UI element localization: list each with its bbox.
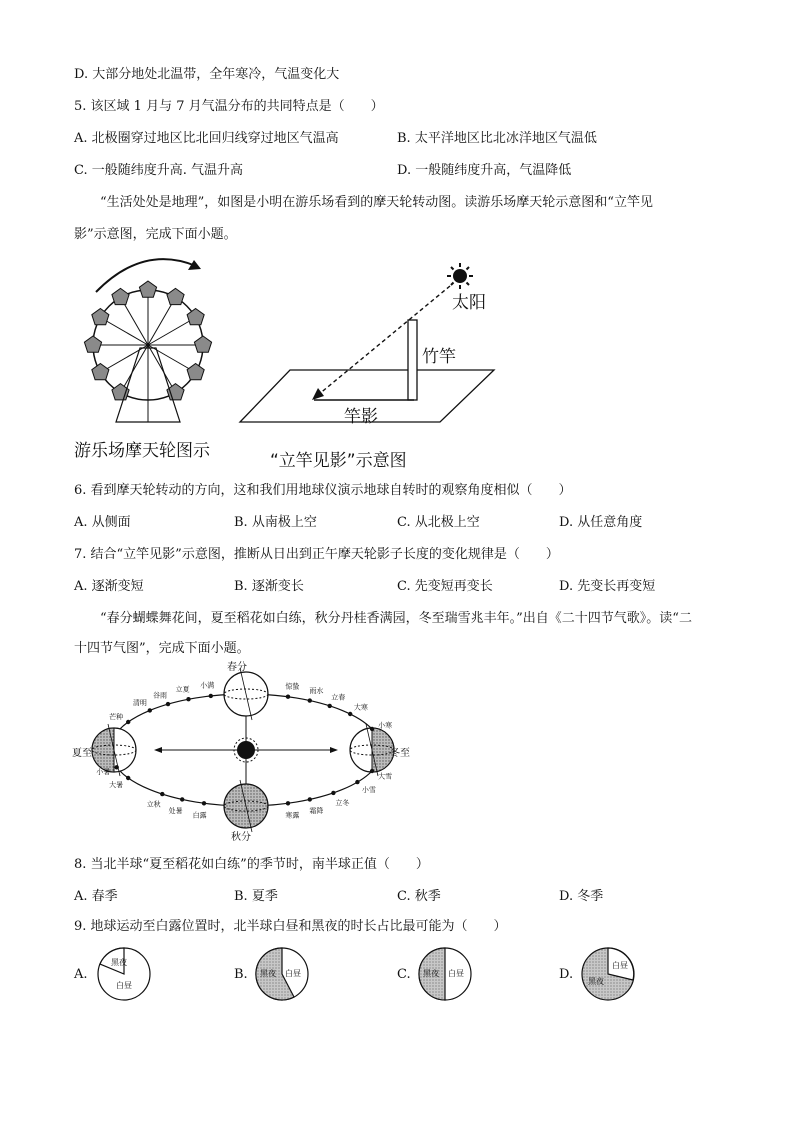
- ferris-caption: 游乐场摩天轮图示: [74, 441, 210, 461]
- solar-term-dot: [286, 801, 290, 805]
- solar-term-label: 小满: [200, 681, 215, 690]
- ferris-cabin: [92, 364, 109, 380]
- q5-option-d[interactable]: D. 一般随纬度升高，气温降低: [397, 163, 572, 178]
- solar-term-dot: [308, 797, 312, 801]
- solar-term-label: 大寒: [353, 703, 368, 712]
- q9-a-night: 黑夜: [111, 958, 127, 967]
- bamboo-pole: [408, 320, 417, 400]
- solar-term-label: 小雪: [361, 786, 376, 794]
- solar-term-dot: [328, 704, 332, 708]
- solar-term-dot: [355, 780, 359, 784]
- solar-term-dot: [202, 801, 206, 805]
- solar-term-dot: [126, 720, 130, 724]
- intro2-line1: “春分蝴蝶舞花间，夏至稻花如白练，秋分丹桂香满园，冬至瑞雪兆丰年。”出自《二十四节气歌》。读“二: [100, 611, 692, 626]
- q9-d-night: 黑夜: [588, 977, 604, 986]
- q9-stem: 9. 地球运动至白露位置时，北半球白昼和黑夜的时长占比最可能为（ ）: [74, 919, 507, 934]
- solar-term-dot: [308, 698, 312, 702]
- q4-option-d: D. 大部分地处北温带，全年寒冷，气温变化大: [74, 67, 340, 82]
- intro2-line2: 十四节气图”，完成下面小题。: [74, 641, 250, 656]
- solar-term-dot: [209, 694, 213, 698]
- q9-b-night: 黑夜: [260, 969, 276, 978]
- q9-pie-b[interactable]: [254, 946, 310, 1002]
- ferris-cabin: [194, 336, 211, 352]
- q8-option-d[interactable]: D. 冬季: [559, 889, 604, 904]
- solar-term-label: 处暑: [168, 807, 183, 815]
- label-summer-solstice: 夏至: [72, 748, 92, 759]
- ferris-cabin: [84, 336, 101, 352]
- q7-option-b[interactable]: B. 逐渐变长: [234, 579, 304, 594]
- solar-term-label: 寒露: [285, 811, 300, 820]
- label-autumn-equinox: 秋分: [231, 832, 251, 843]
- label-winter-solstice: 冬至: [390, 748, 410, 759]
- q7-option-d[interactable]: D. 先变长再变短: [559, 579, 656, 594]
- q9-c-night: 黑夜: [423, 969, 439, 978]
- solar-term-label: 小寒: [378, 721, 393, 730]
- q9-a-day: 白昼: [116, 981, 132, 990]
- earth-globe-icon: [224, 780, 268, 832]
- q9-d-day: 白昼: [612, 961, 628, 970]
- q9-c-day: 白昼: [448, 969, 464, 978]
- q6-option-b[interactable]: B. 从南极上空: [234, 515, 317, 530]
- solar-term-label: 清明: [132, 698, 147, 707]
- q8-option-a[interactable]: A. 春季: [74, 889, 118, 904]
- q7-stem: 7. 结合“立竿见影”示意图，推断从日出到正午摩天轮影子长度的变化规律是（ ）: [74, 547, 559, 562]
- intro1-line1: “生活处处是地理”，如图是小明在游乐场看到的摩天轮转动图。读游乐场摩天轮示意图和“立竿见: [100, 195, 653, 210]
- solar-term-label: 大雪: [378, 772, 393, 781]
- q5-option-b[interactable]: B. 太平洋地区比北冰洋地区气温低: [397, 131, 597, 146]
- solar-term-dot: [286, 695, 290, 699]
- q6-option-c[interactable]: C. 从北极上空: [397, 515, 480, 530]
- ferris-cabin: [139, 281, 156, 297]
- q7-option-a[interactable]: A. 逐渐变短: [74, 579, 144, 594]
- solar-term-label: 芒种: [109, 713, 124, 721]
- q9-pie-c[interactable]: [417, 946, 473, 1002]
- q5-stem: 5. 该区域 1 月与 7 月气温分布的共同特点是（ ）: [74, 99, 384, 114]
- solar-term-label: 立冬: [335, 799, 350, 808]
- q9-option-a[interactable]: A.: [74, 967, 88, 982]
- solar-term-dot: [148, 708, 152, 712]
- solar-term-label: 雨水: [309, 687, 324, 695]
- intro1-line2: 影”示意图，完成下面小题。: [74, 227, 237, 242]
- ferris-cabin: [112, 288, 129, 304]
- q9-option-b[interactable]: B.: [234, 967, 248, 982]
- q6-option-d[interactable]: D. 从任意角度: [559, 515, 643, 530]
- solar-terms-figure: [70, 664, 416, 844]
- sun-icon: [447, 263, 473, 289]
- q9-b-day: 白昼: [285, 969, 301, 978]
- solar-term-label: 谷雨: [153, 691, 167, 700]
- pole-label: 竹竿: [422, 347, 456, 367]
- solar-term-dot: [166, 702, 170, 706]
- solar-term-dot: [126, 776, 130, 780]
- solar-term-label: 立夏: [175, 685, 190, 694]
- solar-term-label: 霜降: [309, 807, 324, 815]
- ferris-cabin: [112, 384, 129, 400]
- earth-globe-icon: [350, 724, 394, 776]
- solar-term-label: 大暑: [109, 781, 124, 789]
- ferris-cabin: [167, 288, 184, 304]
- solar-term-label: 小暑: [96, 768, 111, 776]
- earth-globe-icon: [224, 668, 268, 720]
- solar-term-dot: [348, 712, 352, 716]
- solar-term-label: 立春: [331, 693, 346, 702]
- ferris-cabin: [187, 364, 204, 380]
- solar-term-dot: [186, 697, 190, 701]
- pole-caption: “立竿见影”示意图: [270, 451, 407, 471]
- label-spring-equinox: 春分: [227, 662, 247, 673]
- sun-center-icon: [234, 738, 258, 762]
- q8-option-b[interactable]: B. 夏季: [234, 889, 278, 904]
- q9-option-d[interactable]: D.: [559, 967, 574, 982]
- q5-option-c[interactable]: C. 一般随纬度升高. 气温升高: [74, 163, 244, 178]
- ferris-cabin: [92, 309, 109, 325]
- q6-stem: 6. 看到摩天轮转动的方向，这和我们用地球仪演示地球自转时的观察角度相似（ ）: [74, 483, 572, 498]
- q9-pie-a[interactable]: [96, 946, 152, 1002]
- q5-option-a[interactable]: A. 北极圈穿过地区比北回归线穿过地区气温高: [74, 131, 339, 146]
- solar-term-dot: [115, 765, 119, 769]
- ferris-cabin: [187, 309, 204, 325]
- rotation-arrow-head: [188, 260, 201, 270]
- ferris-wheel-figure: [78, 252, 228, 424]
- solar-term-dot: [180, 797, 184, 801]
- q8-option-c[interactable]: C. 秋季: [397, 889, 441, 904]
- solar-term-dot: [370, 769, 374, 773]
- ferris-cabin: [167, 384, 184, 400]
- solar-term-label: 惊蛰: [285, 682, 300, 691]
- shadow-label: 竿影: [344, 407, 378, 427]
- solar-term-dot: [160, 792, 164, 796]
- q6-option-a[interactable]: A. 从侧面: [74, 515, 131, 530]
- q8-stem: 8. 当北半球“夏至稻花如白练”的季节时，南半球正值（ ）: [74, 857, 429, 872]
- q9-option-c[interactable]: C.: [397, 967, 411, 982]
- solar-term-dot: [370, 727, 374, 731]
- q7-option-c[interactable]: C. 先变短再变长: [397, 579, 493, 594]
- solar-term-label: 白露: [192, 811, 207, 820]
- sun-label: 太阳: [452, 293, 486, 313]
- solar-term-label: 立秋: [146, 800, 161, 809]
- q9-pie-d[interactable]: [580, 946, 636, 1002]
- solar-term-dot: [331, 791, 335, 795]
